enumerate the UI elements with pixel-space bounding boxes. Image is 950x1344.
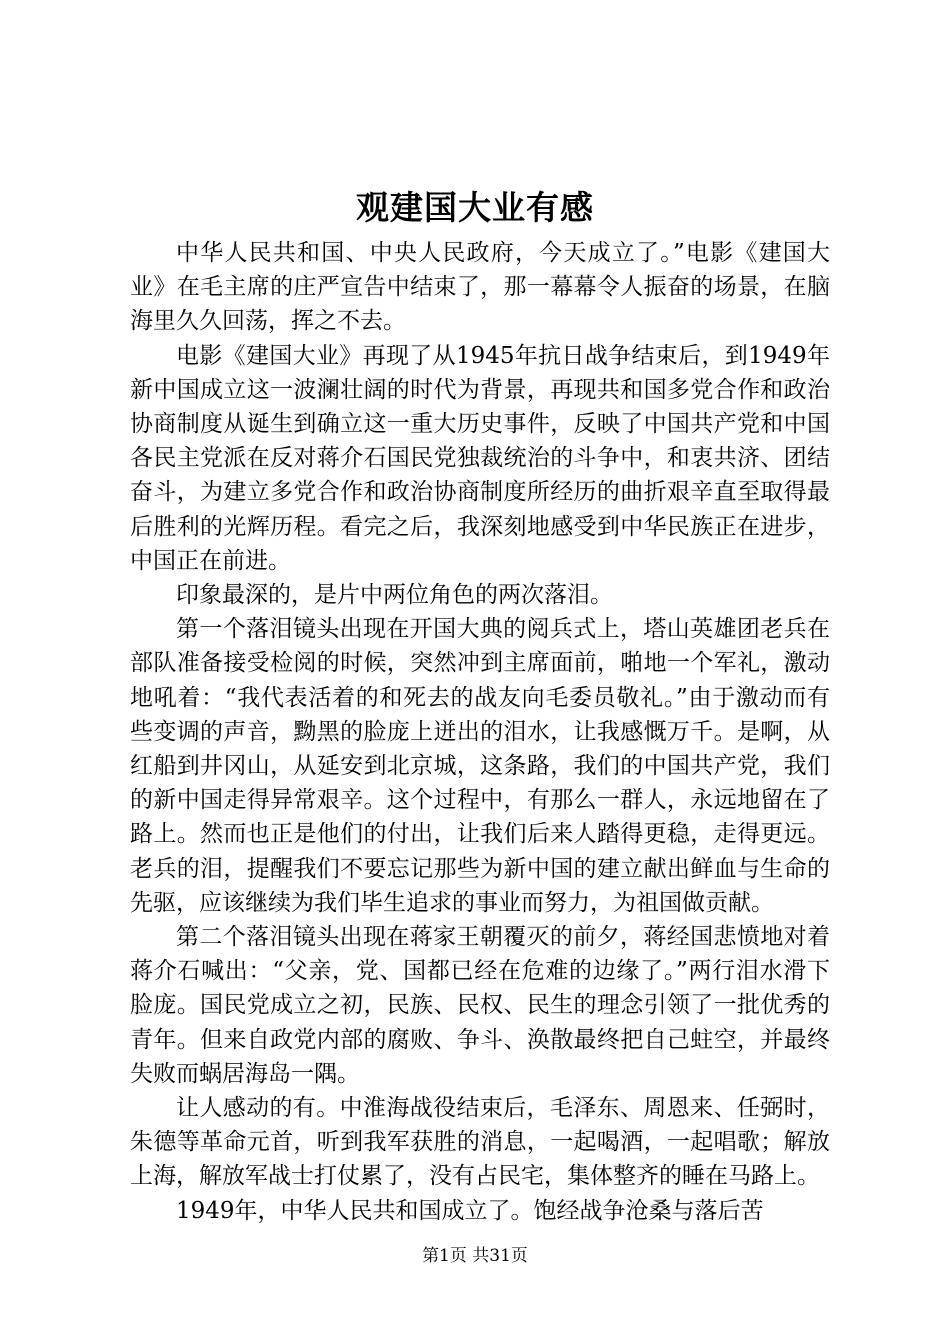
paragraph: 第一个落泪镜头出现在开国大典的阅兵式上，塔山英雄团老兵在部队准备接受检阅的时候，突然冲到主席面前，啪地一个军礼，激动地吼着：“我代表活着的和死去的战友向毛委员敬礼。”由于激动而有些变调的声音，黝黑的脸庞上迸出的泪水，让我感慨万千。是啊，从红船到井冈山，从延安到北京城，这条路，我们的中国共产党，我们的新中国走得异常艰辛。这个过程中，有那么一群人，永远地留在了路上。然而也正是他们的付出，让我们后来人踏得更稳，走得更远。老兵的泪，提醒我们不要忘记那些为新中国的建立献出鲜血与生命的先驱，应该继续为我们毕生追求的事业而努力，为祖国做贡献。 (130, 616, 830, 916)
paragraph: 第二个落泪镜头出现在蒋家王朝覆灭的前夕，蒋经国悲愤地对着蒋介石喊出：“父亲，党、国都已经在危难的边缘了。”两行泪水滑下脸庞。国民党成立之初，民族、民权、民生的理念引领了一批优秀的青年。但来自政党内部的腐败、争斗、涣散最终把自己蛀空，并最终失败而蜗居海岛一隅。 (130, 924, 830, 1087)
document-title: 观建国大业有感 (356, 188, 594, 227)
paragraph: 印象最深的，是片中两位角色的两次落泪。 (176, 582, 613, 609)
paragraph: 电影《建国大业》再现了从1945年抗日战争结束后，到1949年新中国成立这一波澜壮阔的时代为背景，再现共和国多党合作和政治协商制度从诞生到确立这一重大历史事件，反映了中国共产党和中国各民主党派在反对蒋介石国民党独裁统治的斗争中，和衷共济、团结奋斗，为建立多党合作和政治协商制度所经历的曲折艰辛直至取得最后胜利的光辉历程。看完之后，我深刻地感受到中华民族正在进步，中国正在前进。 (130, 342, 830, 574)
paragraph: 1949年，中华人民共和国成立了。饱经战争沧桑与落后苦 (176, 1197, 764, 1224)
document-body (130, 236, 830, 1228)
paragraph: 中华人民共和国、中央人民政府，今天成立了。”电影《建国大业》在毛主席的庄严宣告中结束了，那一幕幕令人振奋的场景，在脑海里久久回荡，挥之不去。 (130, 240, 830, 335)
paragraph: 让人感动的有。中淮海战役结束后，毛泽东、周恩来、任弼时，朱德等革命元首，听到我军获胜的消息，一起喝酒，一起唱歌；解放上海，解放军战士打仗累了，没有占民宅，集体整齐的睡在马路上。 (130, 1095, 830, 1190)
page-number-footer: 第1页 共31页 (422, 1246, 528, 1266)
